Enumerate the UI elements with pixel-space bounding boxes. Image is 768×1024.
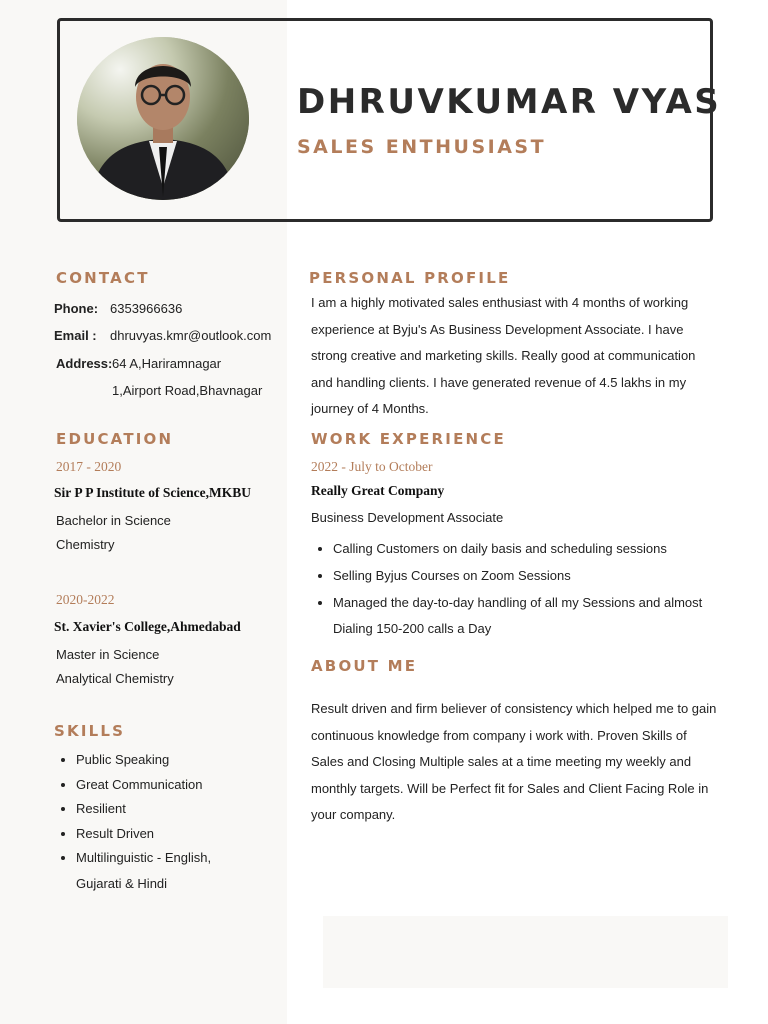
work-dates: 2022 - July to October <box>311 459 433 474</box>
profile-paragraph <box>311 290 695 423</box>
skills-list <box>54 748 296 871</box>
person-portrait-icon <box>77 37 249 200</box>
profile-photo <box>77 37 249 200</box>
address-label: Address: <box>56 356 113 371</box>
work-role: Business Development Associate <box>311 510 504 525</box>
skills-heading: SKILLS <box>54 722 126 740</box>
phone-value: 6353966636 <box>110 301 183 316</box>
list-item: • Managed the day-to-day handling of all my Sessions and almost <box>333 590 753 617</box>
about-line: Result driven and firm believer of consistency which helped me to gain <box>311 701 717 716</box>
profile-heading: PERSONAL PROFILE <box>309 269 511 287</box>
profile-line: and handling clients. I have generated revenue of 4.5 lakhs in my <box>311 374 687 390</box>
education-dates: 2017 - 2020 <box>56 459 122 474</box>
education-institution: Sir P P Institute of Science,MKBU <box>54 485 251 500</box>
candidate-title: SALES ENTHUSIAST <box>297 136 547 158</box>
about-line: your company. <box>311 807 396 822</box>
email-value: dhruvyas.kmr@outlook.com <box>110 328 272 343</box>
work-heading: WORK EXPERIENCE <box>311 430 506 448</box>
education-degree: Master in Science <box>56 647 160 662</box>
address-line-1: 64 A,Hariramnagar <box>112 356 222 371</box>
about-paragraph <box>311 696 716 829</box>
education-degree: Bachelor in Science <box>56 513 171 528</box>
list-item: • Calling Customers on daily basis and scheduling sessions <box>333 536 753 563</box>
phone-label: Phone: <box>54 301 99 316</box>
education-heading: EDUCATION <box>56 430 174 448</box>
skills-item-continued: Gujarati & Hindi <box>76 876 168 891</box>
list-item: • Resilient <box>76 797 296 822</box>
education-field: Chemistry <box>56 537 115 552</box>
list-item: • Result Driven <box>76 822 296 847</box>
about-heading: ABOUT ME <box>311 657 418 675</box>
about-line: monthly targets. Will be Perfect fit for Sales and Client Facing Role in <box>311 780 709 796</box>
profile-line: strong creative and marketing skills. Really good at communication <box>311 348 696 363</box>
profile-line: experience at Byju's As Business Development Associate. I have <box>311 321 684 337</box>
work-duties-list <box>311 536 753 616</box>
education-dates: 2020-2022 <box>56 592 115 607</box>
list-item: • Great Communication <box>76 773 296 798</box>
contact-heading: CONTACT <box>56 269 150 287</box>
work-bullet-continued: Dialing 150-200 calls a Day <box>333 621 492 636</box>
list-item: • Public Speaking <box>76 748 296 773</box>
candidate-name: DHRUVKUMAR VYAS <box>297 82 722 122</box>
work-company: Really Great Company <box>311 483 445 498</box>
address-line-2: 1,Airport Road,Bhavnagar <box>112 383 263 398</box>
email-label: Email : <box>54 328 97 343</box>
list-item: • Multilinguistic - English, <box>76 846 296 871</box>
profile-line: I am a highly motivated sales enthusiast with 4 months of working <box>311 295 689 310</box>
profile-line: journey of 4 Months. <box>311 401 429 416</box>
about-line: Sales and Closing Multiple sales at a time meeting my weekly and <box>311 754 692 769</box>
footer-block <box>323 916 728 988</box>
about-line: continuous knowledge from company i work with. Proven Skills of <box>311 727 687 743</box>
education-field: Analytical Chemistry <box>56 671 174 686</box>
education-institution: St. Xavier's College,Ahmedabad <box>54 619 241 634</box>
list-item: • Selling Byjus Courses on Zoom Sessions <box>333 563 753 590</box>
